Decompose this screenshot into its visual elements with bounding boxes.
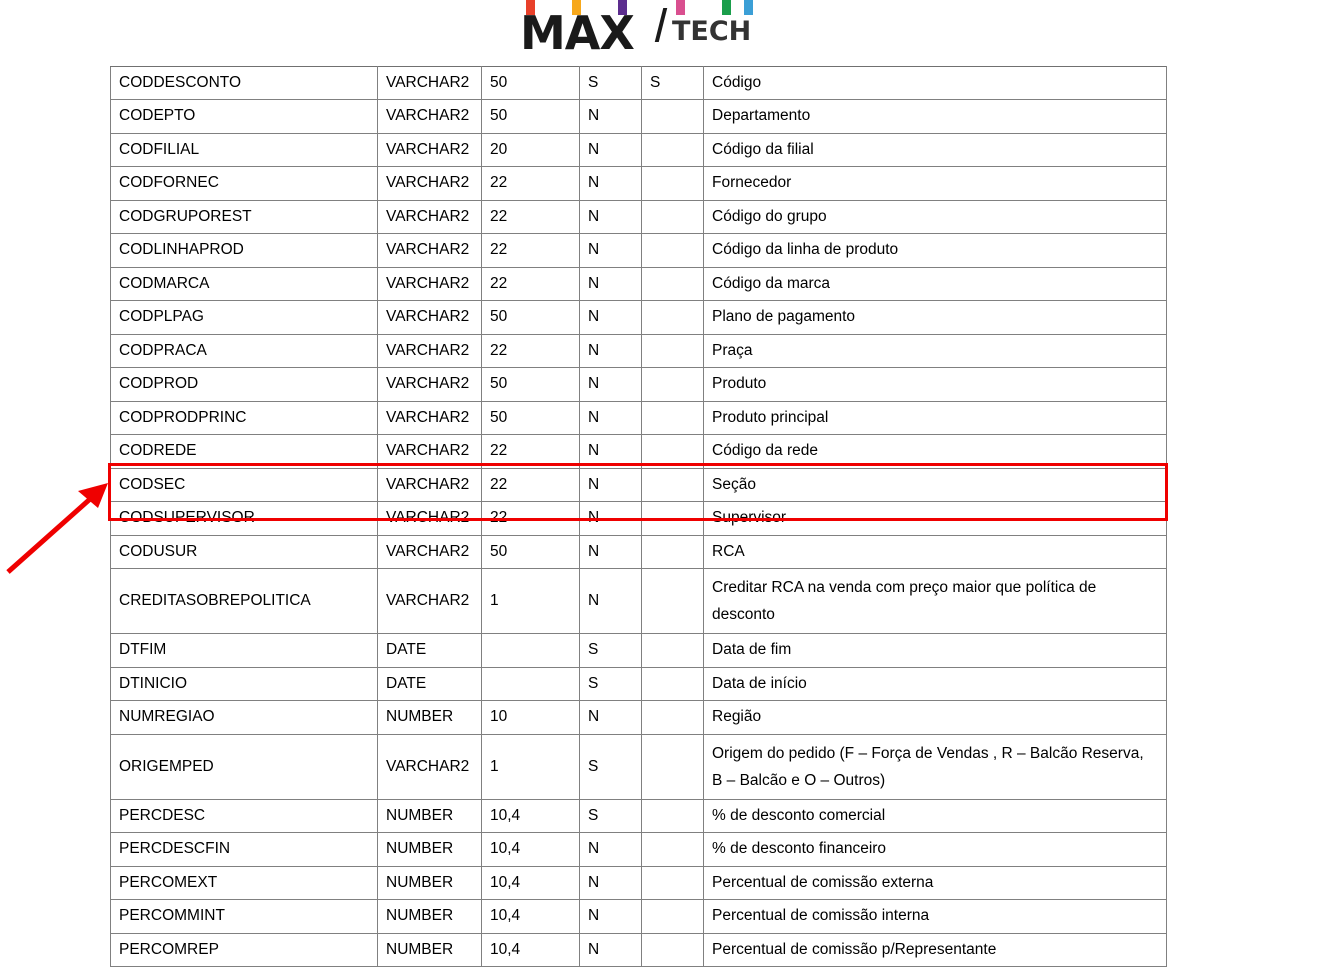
logo-text-tech: TECH bbox=[672, 16, 752, 47]
cell-size: 50 bbox=[482, 401, 580, 434]
cell-required-secondary bbox=[642, 933, 704, 966]
cell-type: VARCHAR2 bbox=[378, 435, 482, 468]
cell-required: N bbox=[580, 701, 642, 734]
cell-size: 10,4 bbox=[482, 866, 580, 899]
cell-type: VARCHAR2 bbox=[378, 133, 482, 166]
logo-bar-blue bbox=[744, 0, 753, 15]
cell-type: VARCHAR2 bbox=[378, 200, 482, 233]
cell-type: VARCHAR2 bbox=[378, 569, 482, 634]
cell-required-secondary: S bbox=[642, 67, 704, 100]
table-row bbox=[111, 535, 1167, 568]
cell-field: CODDESCONTO bbox=[111, 67, 378, 100]
table-row bbox=[111, 435, 1167, 468]
table-row bbox=[111, 933, 1167, 966]
cell-type: VARCHAR2 bbox=[378, 368, 482, 401]
cell-description: Produto principal bbox=[704, 401, 1167, 434]
cell-size: 22 bbox=[482, 167, 580, 200]
cell-type: VARCHAR2 bbox=[378, 234, 482, 267]
cell-type: VARCHAR2 bbox=[378, 67, 482, 100]
table-row bbox=[111, 799, 1167, 832]
cell-description: Percentual de comissão p/Representante bbox=[704, 933, 1167, 966]
cell-required: N bbox=[580, 167, 642, 200]
cell-description: Código da rede bbox=[704, 435, 1167, 468]
cell-size: 50 bbox=[482, 67, 580, 100]
table-row bbox=[111, 267, 1167, 300]
maxtech-logo bbox=[520, 0, 760, 60]
cell-required: N bbox=[580, 133, 642, 166]
cell-size bbox=[482, 667, 580, 700]
cell-required-secondary bbox=[642, 435, 704, 468]
cell-description: % de desconto comercial bbox=[704, 799, 1167, 832]
table-row bbox=[111, 234, 1167, 267]
table-row bbox=[111, 100, 1167, 133]
cell-field: NUMREGIAO bbox=[111, 701, 378, 734]
cell-size: 10 bbox=[482, 701, 580, 734]
cell-size: 50 bbox=[482, 535, 580, 568]
cell-type: VARCHAR2 bbox=[378, 267, 482, 300]
cell-description: Origem do pedido (F – Força de Vendas , R – Balcão Reserva, B – Balcão e O – Outros) bbox=[704, 734, 1167, 799]
cell-description: Fornecedor bbox=[704, 167, 1167, 200]
cell-required-secondary bbox=[642, 866, 704, 899]
cell-required-secondary bbox=[642, 667, 704, 700]
table-row bbox=[111, 667, 1167, 700]
cell-field: CODREDE bbox=[111, 435, 378, 468]
table-row bbox=[111, 368, 1167, 401]
table-row bbox=[111, 167, 1167, 200]
cell-size: 10,4 bbox=[482, 799, 580, 832]
cell-description: Seção bbox=[704, 468, 1167, 501]
cell-size: 1 bbox=[482, 569, 580, 634]
logo-text-max: MAX bbox=[520, 6, 634, 60]
cell-required-secondary bbox=[642, 569, 704, 634]
cell-size: 22 bbox=[482, 468, 580, 501]
cell-size: 22 bbox=[482, 435, 580, 468]
logo-bar-pink bbox=[676, 0, 685, 15]
cell-type: VARCHAR2 bbox=[378, 468, 482, 501]
cell-field: DTINICIO bbox=[111, 667, 378, 700]
table-row bbox=[111, 67, 1167, 100]
cell-field: CODPLPAG bbox=[111, 301, 378, 334]
table-row bbox=[111, 133, 1167, 166]
cell-type: VARCHAR2 bbox=[378, 167, 482, 200]
cell-required-secondary bbox=[642, 900, 704, 933]
cell-field: PERCOMREP bbox=[111, 933, 378, 966]
cell-field: ORIGEMPED bbox=[111, 734, 378, 799]
cell-required: N bbox=[580, 301, 642, 334]
cell-field: CODEPTO bbox=[111, 100, 378, 133]
cell-type: VARCHAR2 bbox=[378, 100, 482, 133]
cell-size: 22 bbox=[482, 234, 580, 267]
cell-field: CODSEC bbox=[111, 468, 378, 501]
table-row bbox=[111, 468, 1167, 501]
cell-required-secondary bbox=[642, 535, 704, 568]
cell-field: CODPRODPRINC bbox=[111, 401, 378, 434]
cell-required-secondary bbox=[642, 133, 704, 166]
cell-required: N bbox=[580, 468, 642, 501]
cell-size: 10,4 bbox=[482, 933, 580, 966]
cell-field: CODSUPERVISOR bbox=[111, 502, 378, 535]
table-row bbox=[111, 200, 1167, 233]
table-row bbox=[111, 569, 1167, 634]
cell-required-secondary bbox=[642, 833, 704, 866]
cell-required-secondary bbox=[642, 267, 704, 300]
cell-type: VARCHAR2 bbox=[378, 734, 482, 799]
cell-field: CODFILIAL bbox=[111, 133, 378, 166]
cell-size: 50 bbox=[482, 301, 580, 334]
cell-field: DTFIM bbox=[111, 634, 378, 667]
table-row bbox=[111, 900, 1167, 933]
field-dictionary-table-container bbox=[110, 66, 1166, 967]
cell-field: CODPROD bbox=[111, 368, 378, 401]
cell-type: DATE bbox=[378, 667, 482, 700]
cell-required: N bbox=[580, 435, 642, 468]
cell-required: N bbox=[580, 334, 642, 367]
cell-required-secondary bbox=[642, 301, 704, 334]
cell-field: PERCOMEXT bbox=[111, 866, 378, 899]
table-row bbox=[111, 401, 1167, 434]
cell-required: N bbox=[580, 234, 642, 267]
table-row bbox=[111, 334, 1167, 367]
cell-type: NUMBER bbox=[378, 833, 482, 866]
cell-type: NUMBER bbox=[378, 866, 482, 899]
cell-required-secondary bbox=[642, 502, 704, 535]
cell-type: NUMBER bbox=[378, 799, 482, 832]
table-row bbox=[111, 301, 1167, 334]
cell-description: % de desconto financeiro bbox=[704, 833, 1167, 866]
cell-type: VARCHAR2 bbox=[378, 401, 482, 434]
cell-required: S bbox=[580, 634, 642, 667]
cell-description: Percentual de comissão externa bbox=[704, 866, 1167, 899]
cell-size: 22 bbox=[482, 334, 580, 367]
cell-size: 10,4 bbox=[482, 900, 580, 933]
cell-required: N bbox=[580, 535, 642, 568]
cell-type: NUMBER bbox=[378, 701, 482, 734]
cell-type: NUMBER bbox=[378, 900, 482, 933]
cell-field: PERCOMMINT bbox=[111, 900, 378, 933]
cell-field: PERCDESCFIN bbox=[111, 833, 378, 866]
cell-required-secondary bbox=[642, 799, 704, 832]
cell-required-secondary bbox=[642, 368, 704, 401]
cell-size: 1 bbox=[482, 734, 580, 799]
cell-required: N bbox=[580, 569, 642, 634]
cell-required: N bbox=[580, 866, 642, 899]
cell-size: 22 bbox=[482, 267, 580, 300]
cell-description: Plano de pagamento bbox=[704, 301, 1167, 334]
cell-size bbox=[482, 634, 580, 667]
cell-description: Código da linha de produto bbox=[704, 234, 1167, 267]
cell-required-secondary bbox=[642, 701, 704, 734]
cell-field: CODFORNEC bbox=[111, 167, 378, 200]
cell-size: 20 bbox=[482, 133, 580, 166]
cell-description: Região bbox=[704, 701, 1167, 734]
cell-size: 10,4 bbox=[482, 833, 580, 866]
cell-size: 22 bbox=[482, 200, 580, 233]
logo-bar-green bbox=[722, 0, 731, 15]
cell-field: CREDITASOBREPOLITICA bbox=[111, 569, 378, 634]
cell-type: NUMBER bbox=[378, 933, 482, 966]
cell-required: N bbox=[580, 100, 642, 133]
cell-required: S bbox=[580, 799, 642, 832]
cell-type: VARCHAR2 bbox=[378, 535, 482, 568]
cell-size: 50 bbox=[482, 100, 580, 133]
cell-required-secondary bbox=[642, 401, 704, 434]
cell-required: S bbox=[580, 734, 642, 799]
red-arrow-annotation bbox=[0, 470, 120, 580]
cell-description: Código do grupo bbox=[704, 200, 1167, 233]
table-row bbox=[111, 634, 1167, 667]
cell-required-secondary bbox=[642, 100, 704, 133]
cell-required: N bbox=[580, 401, 642, 434]
cell-description: Supervisor bbox=[704, 502, 1167, 535]
cell-description: RCA bbox=[704, 535, 1167, 568]
cell-required-secondary bbox=[642, 468, 704, 501]
cell-type: VARCHAR2 bbox=[378, 301, 482, 334]
cell-required: N bbox=[580, 368, 642, 401]
table-body bbox=[111, 67, 1167, 967]
cell-description: Praça bbox=[704, 334, 1167, 367]
cell-required: N bbox=[580, 502, 642, 535]
cell-description: Data de fim bbox=[704, 634, 1167, 667]
cell-description: Código da filial bbox=[704, 133, 1167, 166]
cell-description: Departamento bbox=[704, 100, 1167, 133]
cell-required-secondary bbox=[642, 334, 704, 367]
field-dictionary-table bbox=[110, 66, 1167, 967]
cell-required: N bbox=[580, 900, 642, 933]
cell-required-secondary bbox=[642, 734, 704, 799]
cell-type: VARCHAR2 bbox=[378, 502, 482, 535]
cell-description: Percentual de comissão interna bbox=[704, 900, 1167, 933]
cell-field: CODGRUPOREST bbox=[111, 200, 378, 233]
cell-description: Creditar RCA na venda com preço maior que política de desconto bbox=[704, 569, 1167, 634]
cell-required-secondary bbox=[642, 234, 704, 267]
cell-required: N bbox=[580, 933, 642, 966]
cell-required-secondary bbox=[642, 634, 704, 667]
cell-required: N bbox=[580, 200, 642, 233]
cell-size: 50 bbox=[482, 368, 580, 401]
table-row bbox=[111, 701, 1167, 734]
cell-field: PERCDESC bbox=[111, 799, 378, 832]
cell-field: CODMARCA bbox=[111, 267, 378, 300]
cell-required: N bbox=[580, 833, 642, 866]
cell-description: Data de início bbox=[704, 667, 1167, 700]
cell-description: Produto bbox=[704, 368, 1167, 401]
cell-required: N bbox=[580, 267, 642, 300]
cell-type: VARCHAR2 bbox=[378, 334, 482, 367]
cell-required-secondary bbox=[642, 200, 704, 233]
page-header bbox=[0, 0, 1326, 58]
cell-size: 22 bbox=[482, 502, 580, 535]
cell-field: CODUSUR bbox=[111, 535, 378, 568]
table-row bbox=[111, 502, 1167, 535]
cell-required: S bbox=[580, 67, 642, 100]
cell-field: CODLINHAPROD bbox=[111, 234, 378, 267]
cell-description: Código da marca bbox=[704, 267, 1167, 300]
cell-required-secondary bbox=[642, 167, 704, 200]
table-row bbox=[111, 833, 1167, 866]
cell-required: S bbox=[580, 667, 642, 700]
cell-type: DATE bbox=[378, 634, 482, 667]
cell-field: CODPRACA bbox=[111, 334, 378, 367]
cell-description: Código bbox=[704, 67, 1167, 100]
table-row bbox=[111, 734, 1167, 799]
table-row bbox=[111, 866, 1167, 899]
